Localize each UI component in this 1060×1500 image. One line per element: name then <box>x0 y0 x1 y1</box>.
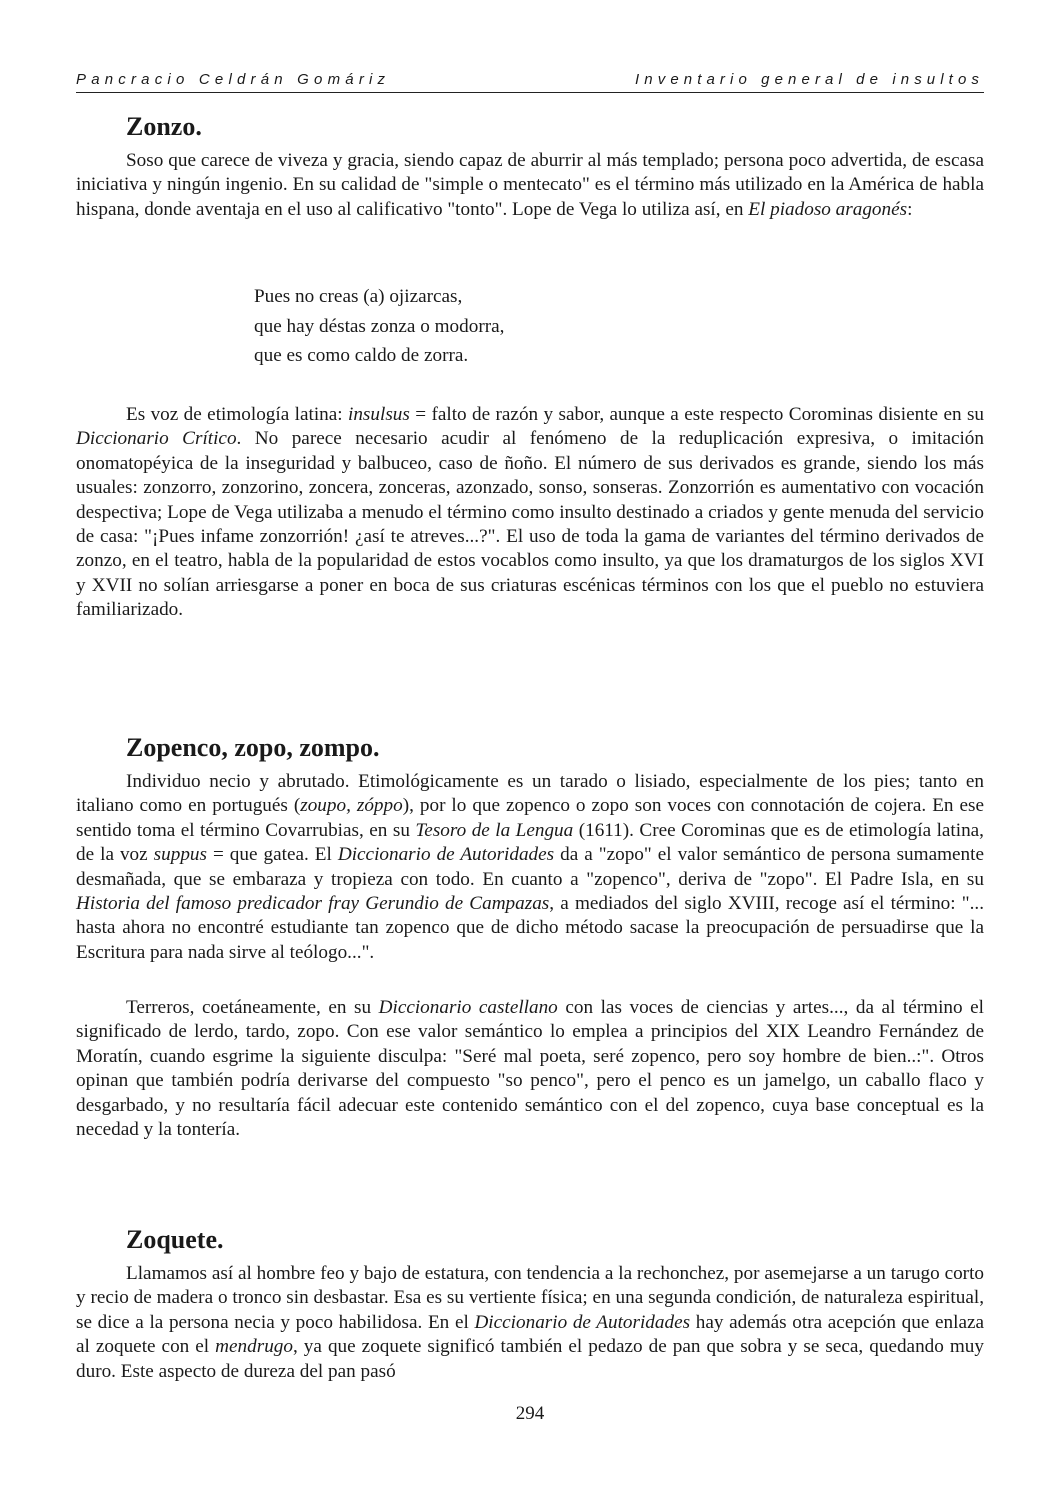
entry-title: Zopenco, zopo, zompo. <box>126 733 380 762</box>
italic-term-run: insulsus <box>348 404 410 425</box>
page-number: 294 <box>515 1403 545 1424</box>
italic-term-run: zoupo, zóppo <box>300 795 403 817</box>
text-run: hay además otra acepción que enlaza al zoquete con el <box>76 1311 984 1358</box>
entry-paragraph <box>76 1262 984 1384</box>
text-run: Es voz de etimología latina: <box>126 404 348 425</box>
text-run: con las voces de ciencias y artes..., da al término el significado de lerdo, tardo, zopo. Con ese valor semántico lo emplea a principios del XIX Leandro Fernández de Moratín, cuando esgrime la siguiente disculpa: "Seré mal poeta, seré zopenco, pero soy hombre de bien..:". Otros opinan que también podría derivarse del compuesto "so penco", pero el penco es un jamelgo, un caballo flaco y desgarbado, y no resultaría fácil adecuar este contenido semántico con el del zopenco, cuya base conceptual es la necedad y la tontería. <box>76 997 985 1141</box>
text-run: = falto de razón y sabor, aunque a este respecto Corominas disiente en su <box>409 404 985 425</box>
italic-title-run: Diccionario Crítico <box>76 428 237 450</box>
text-run: (1611). Cree Corominas que es de etimología latina, de la voz <box>76 819 984 866</box>
text-run: = que gatea. El <box>206 844 338 866</box>
text-run: Terreros, coetáneamente, en su <box>126 997 379 1018</box>
italic-title-run: Diccionario de Autoridades <box>474 1311 691 1333</box>
italic-title-run: Tesoro de la Lengua <box>415 819 574 841</box>
italic-title-run: Diccionario de Autoridades <box>337 844 555 866</box>
text-run: Soso que carece de viveza y gracia, siendo capaz de aburrir al más templado; persona poco advertida, de escasa iniciativa y ningún ingenio. En su calidad de "simple o mentecato" es el término más utilizado en la América de habla hispana, donde aventaja en el uso al calificativo "tonto". Lope de Vega lo utiliza así, en <box>76 150 984 220</box>
text-run: Individuo necio y abrutado. Etimológicamente es un tarado o lisiado, especialmente de los pies; tanto en italiano como en portugués ( <box>76 771 984 817</box>
entry-title: Zonzo. <box>126 112 202 141</box>
text-run: . No parece necesario acudir al fenómeno de la reduplicación expresiva, o imitación onomatopéyica de la inseguridad y balbuceo, caso de ñoño. El número de sus derivados es grande, siendo los más usuales: zonzorro, zonzorino, zoncera, zonceras, azonzado, sonso, sonseras. Zonzorrión es aumentativo con vocación despectiva; Lope de Vega utilizaba a menudo el término como insulto destinado a criados y gente menuda del servicio de casa: "¡Pues infame zonzorrión! ¿así te atreves...?". El uso de toda la gama de variantes del término derivados de zonzo, en el teatro, habla de la popularidad de estos vocablos como insulto, ya que los dramaturgos de los siglos XVI y XVII no solían arriesgarse a poner en boca de sus criaturas escénicas términos con los que el pueblo no estuviera familiarizado. <box>76 428 984 621</box>
running-header <box>76 70 984 93</box>
italic-title-run: Historia del famoso predicador fray Gerundio de Campazas <box>76 893 550 915</box>
entry-paragraph <box>76 403 984 623</box>
verse-line: que es como caldo de zorra. <box>254 345 469 366</box>
text-run: , ya que zoquete significó también el pedazo de pan que sobra y se seca, quedando muy duro. Este aspecto de dureza del pan pasó <box>76 1336 984 1382</box>
header-book-title: Inventario general de insultos <box>635 71 984 88</box>
italic-title-run: Diccionario castellano <box>378 997 558 1018</box>
entry-paragraph <box>76 149 984 222</box>
text-run: , a mediados del siglo XVIII, recoge así el término: "... hasta ahora no encontré estudiante tan zopenco que de dicho método sacase la preocupación de persuadirse que la Escritura para nada sirve al teólogo...". <box>76 893 985 963</box>
italic-term-run: mendrugo <box>215 1336 293 1358</box>
italic-title-run: El piadoso aragonés <box>748 198 908 220</box>
text-run: : <box>907 198 913 220</box>
verse-quote <box>254 282 504 371</box>
document-page <box>76 0 984 1500</box>
text-run: ), por lo que zopenco o zopo son voces con connotación de cojera. En ese sentido toma el término Covarrubias, en su <box>76 795 984 841</box>
verse-line: que hay déstas zonza o modorra, <box>254 315 505 337</box>
entry-paragraph <box>76 770 984 965</box>
entry-paragraph <box>76 996 984 1142</box>
text-run: da a "zopo" el valor semántico de persona sumamente desmañada, que se embaraza y tropieza con todo. En cuanto a "zopenco", deriva de "zopo". El Padre Isla, en su <box>76 844 984 890</box>
verse-line: Pues no creas (a) ojizarcas, <box>254 286 463 307</box>
italic-term-run: suppus <box>153 844 207 866</box>
entry-title: Zoquete. <box>126 1225 224 1254</box>
header-author: Pancracio Celdrán Gomáriz <box>76 71 391 88</box>
text-run: Llamamos así al hombre feo y bajo de estatura, con tendencia a la rechonchez, por asemejarse a un tarugo corto y recio de madera o tronco sin desbastar. Esa es su vertiente física; en una segunda condición, de naturaleza espiritual, se dice a la persona necia y poco habilidosa. En el <box>76 1263 984 1333</box>
